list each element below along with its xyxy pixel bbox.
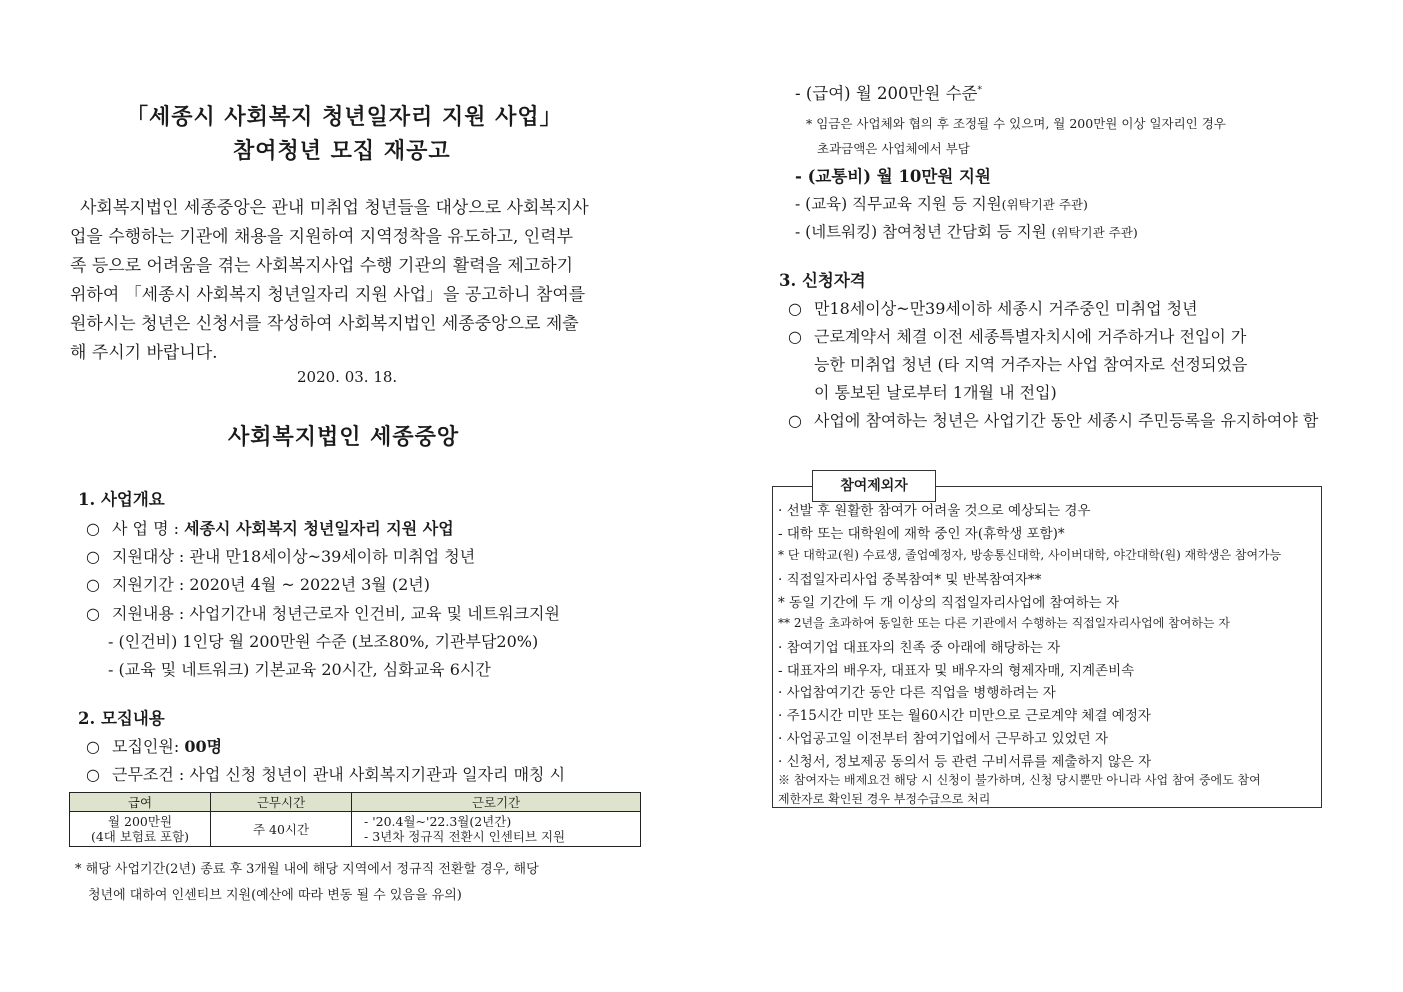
exclusion-line: · 직접일자리사업 중복참여* 및 반복참여자** [778,572,1042,588]
footnote-line-1: * 해당 사업기간(2년) 종료 후 3개월 내에 해당 지역에서 정규직 전환할 경우, 해당 [75,862,539,877]
organization-name: 사회복지법인 세종중앙 [228,424,460,450]
bullet-icon: ○ [86,765,100,784]
overview-sub-item: - (인건비) 1인당 월 200만원 수준 (보조80%, 기관부담20%) [108,632,539,651]
item-label: 지원기간 : [112,575,190,594]
intro-line: 사회복지법인 세종중앙은 관내 미취업 청년들을 대상으로 사회복지사 [80,198,589,218]
overview-item-content [86,601,560,624]
announcement-date: 2020. 03. 18. [297,368,398,386]
title-line-1: 「세종시 사회복지 청년일자리 지원 사업」 [126,104,563,130]
exclusion-line: 제한자로 확인된 경우 부정수급으로 처리 [778,792,991,806]
recruit-item-conditions [86,762,565,785]
intro-line: 족 등으로 어려움을 겪는 사회복지사업 수행 기관의 활력을 제고하기 [70,256,574,276]
table-header: 급여 [70,793,211,812]
exclusion-line: · 선발 후 원활한 참여가 어려울 것으로 예상되는 경우 [778,503,1091,519]
exclusion-line: - 대표자의 배우자, 대표자 및 배우자의 형제자매, 지계존비속 [778,663,1135,679]
table-header: 근무시간 [211,793,352,812]
title-line-2: 참여청년 모집 재공고 [233,138,451,164]
pay-text: - (급여) 월 200만원 수준 [795,84,978,103]
table-cell-hours: 주 40시간 [211,812,352,847]
education-text: - (교육) 직무교육 지원 등 지원 [795,195,1002,213]
intro-line: 원하시는 청년은 신청서를 작성하여 사회복지법인 세종중앙으로 제출 [70,314,579,334]
overview-item-name [86,516,454,539]
exclusion-line: · 신청서, 정보제공 동의서 등 관련 구비서류를 제출하지 않은 자 [778,754,1152,770]
table-cell-period [352,812,641,847]
table-header-row [70,793,641,812]
qualification-item [788,324,1246,347]
networking-text: - (네트워킹) 참여청년 간담회 등 지원 [795,223,1052,241]
exclusion-line: · 사업공고일 이전부터 참여기업에서 근무하고 있었던 자 [778,731,1108,747]
education-item [795,192,1088,214]
pay-superscript: * [977,85,982,96]
qualification-item [788,408,1318,431]
qualification-text: 만18세이상~만39세이하 세종시 거주중인 미취업 청년 [814,299,1198,318]
item-value: 2020년 4월 ~ 2022년 3월 (2년) [189,575,430,594]
exclusion-line: · 사업참여기간 동안 다른 직업을 병행하려는 자 [778,685,1056,701]
table-cell-pay [70,812,211,847]
pay-line: 월 200만원 [107,814,173,829]
section-1-heading: 1. 사업개요 [78,490,165,509]
bullet-icon: ○ [86,575,100,594]
item-value: 00명 [184,737,223,756]
overview-item-period [86,572,430,595]
work-conditions-table [69,792,641,847]
item-value: 사업 신청 청년이 관내 사회복지기관과 일자리 매칭 시 [189,765,566,784]
exclusion-line: * 단 대학교(원) 수료생, 졸업예정자, 방송통신대학, 사이버대학, 야간대학(원) 재학생은 참여가능 [778,548,1282,562]
exclusion-line: · 주15시간 미만 또는 월60시간 미만으로 근로계약 체결 예정자 [778,708,1151,724]
qualification-text: 근로계약서 체결 이전 세종특별자치시에 거주하거나 전입이 가 [814,327,1247,346]
period-line: - 3년차 정규직 전환시 인센티브 지원 [364,829,566,844]
item-label: 사 업 명 : [112,519,185,538]
recruit-item-count [86,734,222,757]
intro-line: 위하여 「세종시 사회복지 청년일자리 지원 사업」을 공고하니 참여를 [70,285,586,305]
item-value: 세종시 사회복지 청년일자리 지원 사업 [184,519,454,538]
table-row [70,812,641,847]
exclusion-line: ** 2년을 초과하여 동일한 또는 다른 기관에서 수행하는 직접일자리사업에 참여하는 자 [778,616,1230,630]
intro-paragraph [70,194,589,368]
exclusion-line: * 동일 기간에 두 개 이상의 직접일자리사업에 참여하는 자 [778,595,1120,611]
table-header: 근로기간 [352,793,641,812]
period-line: - '20.4월~'22.3월(2년간) [364,814,512,829]
intro-line: 업을 수행하는 기관에 채용을 지원하여 지역정착을 유도하고, 인력부 [70,227,574,247]
item-label: 지원대상 : [112,547,190,566]
bullet-icon: ○ [86,547,100,566]
section-3-heading: 3. 신청자격 [779,271,866,290]
pay-note-1: * 임금은 사업체와 협의 후 조정될 수 있으며, 월 200만원 이상 일자리인 경우 [806,116,1226,131]
footnote-line-2: 청년에 대하여 인센티브 지원(예산에 따라 변동 될 수 있음을 유의) [88,888,462,903]
bullet-icon: ○ [86,737,100,756]
education-note: (위탁기관 주관) [1001,197,1088,212]
overview-item-target [86,544,475,567]
bullet-icon: ○ [788,411,802,430]
item-label: 지원내용 : [112,604,190,623]
item-value: 관내 만18세이상~39세이하 미취업 청년 [189,547,476,566]
pay-line: (4대 보험료 포함) [90,829,190,844]
exclusion-label: 참여제외자 [812,470,936,502]
intro-line: 해 주시기 바랍니다. [70,343,218,363]
transport-item: - (교통비) 월 10만원 지원 [795,167,991,186]
qualification-text: 사업에 참여하는 청년은 사업기간 동안 세종시 주민등록을 유지하여야 함 [814,411,1319,430]
pay-item [795,80,982,104]
exclusion-line: ※ 참여자는 배제요건 해당 시 신청이 불가하며, 신청 당시뿐만 아니라 사업 참여 중에도 참여 [778,773,1261,787]
item-label: 근무조건 : [112,765,190,784]
networking-note: (위탁기관 주관) [1051,225,1138,240]
qualification-continued: 이 통보된 날로부터 1개월 내 전입) [814,383,1057,402]
overview-sub-item: - (교육 및 네트워크) 기본교육 20시간, 심화교육 6시간 [108,660,491,679]
section-2-heading: 2. 모집내용 [78,709,165,728]
qualification-item [788,296,1198,319]
bullet-icon: ○ [86,519,100,538]
pay-note-2: 초과금액은 사업체에서 부담 [817,141,970,156]
networking-item [795,220,1138,242]
bullet-icon: ○ [86,604,100,623]
bullet-icon: ○ [788,327,802,346]
qualification-continued: 능한 미취업 청년 (타 지역 거주자는 사업 참여자로 선정되었음 [814,355,1248,374]
exclusion-line: · 참여기업 대표자의 친족 중 아래에 해당하는 자 [778,640,1061,656]
item-value: 사업기간내 청년근로자 인건비, 교육 및 네트워크지원 [189,604,560,623]
item-label: 모집인원: [112,737,185,756]
bullet-icon: ○ [788,299,802,318]
exclusion-line: - 대학 또는 대학원에 재학 중인 자(휴학생 포함)* [778,526,1065,542]
